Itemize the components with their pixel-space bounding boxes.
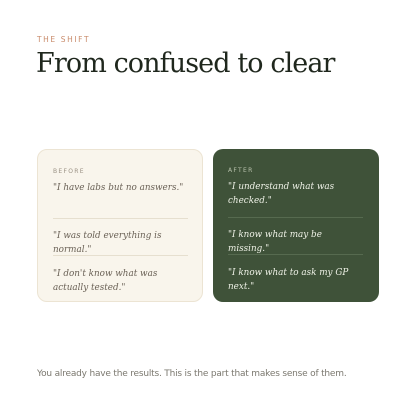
after-quote: "I understand what was checked." xyxy=(228,182,335,206)
before-card xyxy=(37,149,203,302)
after-quote: "I know what to ask my GP next." xyxy=(228,268,349,292)
after-quote: "I know what may be missing." xyxy=(228,230,322,254)
eyebrow-label: THE SHIFT xyxy=(37,35,91,44)
footer-text: You already have the results. This is the part that makes sense of them. xyxy=(37,369,347,379)
before-card-label: BEFORE xyxy=(53,168,85,175)
after-card-label: AFTER xyxy=(228,167,254,174)
page-title: From confused to clear xyxy=(36,48,335,79)
before-quote: "I don't know what was actually tested." xyxy=(53,269,158,293)
before-quote: "I was told everything is normal." xyxy=(53,231,162,255)
after-card xyxy=(213,149,379,302)
before-quote: "I have labs but no answers." xyxy=(53,183,184,193)
